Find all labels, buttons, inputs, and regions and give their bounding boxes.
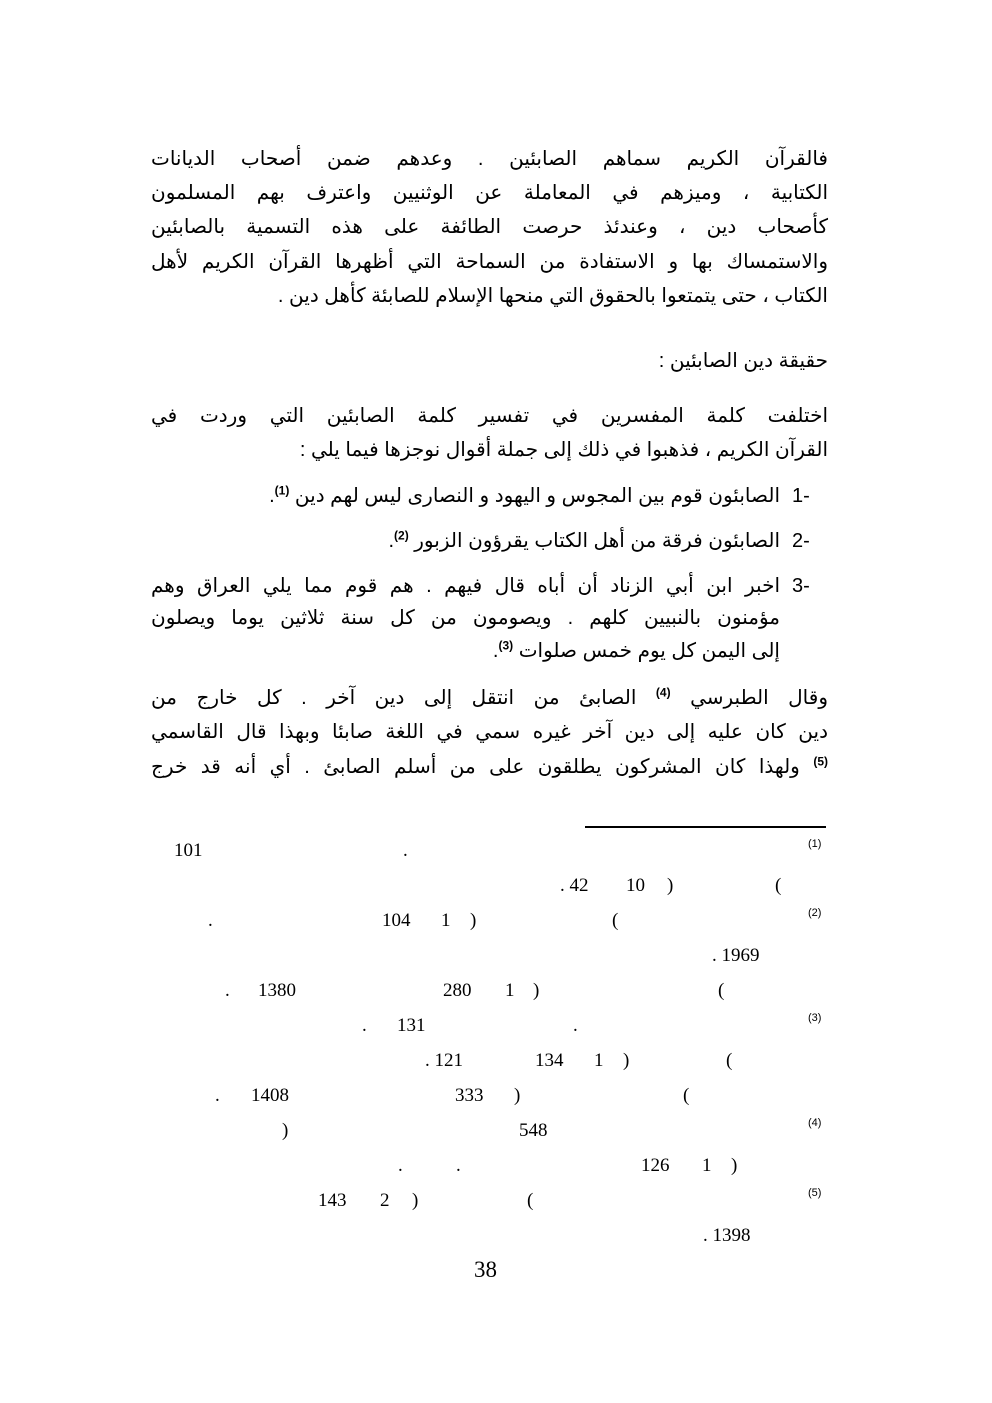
paragraph-line: القرآن الكريم ، فذهبوا في ذلك إلى جملة أقوال نوجزها فيما يلي : xyxy=(299,439,828,461)
footnote-number: 143 xyxy=(318,1190,347,1211)
footnote-bracket: ) xyxy=(282,1120,289,1141)
footnote-number: 1 xyxy=(441,910,451,931)
footnote-number: . xyxy=(362,1015,367,1036)
list-item-end: . xyxy=(492,640,499,662)
list-item-line: مؤمنون بالنبيين كلهم . ويصومون من كل سنة ثلاثين يوما ويصلون xyxy=(151,607,780,629)
footnote-bracket: ( xyxy=(683,1085,690,1106)
paragraph-line: دين كان عليه إلى دين آخر غيره سمي في اللغة صابئا وبهذا قال القاسمي xyxy=(151,721,828,743)
footnote-bracket: ( xyxy=(775,875,782,896)
footnote-bracket: ) xyxy=(623,1050,630,1071)
list-item-end: . xyxy=(269,485,275,507)
paragraph-line: والاستمساك بها و الاستفادة من السماحة التي أظهرها القرآن الكريم لأهل xyxy=(151,251,828,273)
footnote-ref: (2) xyxy=(394,528,409,543)
footnote-bracket: ( xyxy=(726,1050,733,1071)
footnote-number: 1 xyxy=(702,1155,712,1176)
footnote-number: 1408 xyxy=(251,1085,289,1106)
footnote-number: 101 xyxy=(174,840,203,861)
footnote-punct: . xyxy=(456,1155,461,1176)
footnote-number: 280 xyxy=(443,980,472,1001)
list-item-text xyxy=(493,636,780,666)
footnote-punct: . xyxy=(225,980,230,1001)
footnote-number: . 42 xyxy=(560,875,589,896)
footnote-number: 548 xyxy=(519,1120,548,1141)
footnote-marker: (3) xyxy=(808,1012,822,1024)
paragraph-line xyxy=(151,683,828,713)
paragraph-line xyxy=(151,752,828,782)
footnote-bracket: ) xyxy=(514,1085,521,1106)
section-heading: حقيقة دين الصابئين : xyxy=(658,350,828,372)
footnote-number: 2 xyxy=(380,1190,390,1211)
footnote-number: 10 xyxy=(626,875,645,896)
list-item-text xyxy=(269,481,780,511)
footnote-number: 104 xyxy=(382,910,411,931)
footnote-bracket: ( xyxy=(718,980,725,1001)
footnote-marker: (5) xyxy=(808,1187,822,1199)
footnote-number: . 121 xyxy=(425,1050,463,1071)
footnote-bracket: ) xyxy=(412,1190,419,1211)
list-item-text xyxy=(388,526,780,556)
list-item-end: . xyxy=(388,530,395,552)
footnote-number: 1 xyxy=(505,980,515,1001)
list-item-line: الصابئون قوم بين المجوس و اليهود و النصارى ليس لهم دين xyxy=(294,485,780,507)
footnote-marker: (2) xyxy=(808,907,822,919)
footnote-number: 131 xyxy=(397,1015,426,1036)
footnote-punct: . xyxy=(398,1155,403,1176)
footnote-separator xyxy=(585,826,826,828)
list-item-line: الصابئون فرقة من أهل الكتاب يقرؤون الزبور xyxy=(414,530,780,552)
footnote-bracket: ) xyxy=(667,875,674,896)
footnote-marker: (1) xyxy=(808,838,822,850)
footnote-bracket: ( xyxy=(612,910,619,931)
footnote-bracket: ) xyxy=(731,1155,738,1176)
paragraph-line: كأصحاب دين ، وعندئذ حرصت الطائفة على هذه التسمية بالصابئين xyxy=(151,216,828,238)
footnote-punct: . xyxy=(403,840,408,861)
footnote-number: 134 xyxy=(535,1050,564,1071)
paragraph-line: الكتاب ، حتى يتمتعوا بالحقوق التي منحها الإسلام للصابئة كأهل دين . xyxy=(277,285,828,307)
paragraph-text: الصابئ من انتقل إلى دين آخر . كل خارج من xyxy=(151,687,637,709)
footnote-ref: (4) xyxy=(655,685,671,700)
footnote-bracket: ) xyxy=(470,910,477,931)
list-item-line: إلى اليمن كل يوم خمس صلوات xyxy=(518,640,780,662)
footnote-marker: (4) xyxy=(808,1117,822,1129)
list-number: 1- xyxy=(792,485,810,507)
list-number: 2- xyxy=(792,530,810,552)
footnote-number: . 1969 xyxy=(712,945,760,966)
footnote-bracket: ) xyxy=(533,980,540,1001)
footnote-punct: . xyxy=(208,910,213,931)
list-item-line: اخبر ابن أبي الزناد أن أباه قال فيهم . هم قوم مما يلي العراق وهم xyxy=(151,575,781,597)
paragraph-line: اختلفت كلمة المفسرين في تفسير كلمة الصابئين التي وردت في xyxy=(151,405,828,427)
footnote-bracket: ( xyxy=(527,1190,534,1211)
footnote-punct: . xyxy=(215,1085,220,1106)
paragraph-text: ولهذا كان المشركون يطلقون على من أسلم الصابئ . أي أنه قد خرج xyxy=(151,756,800,778)
footnote-ref: (1) xyxy=(274,483,290,498)
footnote-number: 333 xyxy=(455,1085,484,1106)
footnote-punct: . xyxy=(573,1015,578,1036)
footnote-number: 1 xyxy=(594,1050,604,1071)
footnote-ref: (3) xyxy=(498,638,514,653)
paragraph-text: وقال الطبرسي xyxy=(690,687,828,709)
paragraph-line: فالقرآن الكريم سماهم الصابئين . وعدهم ضمن أصحاب الديانات xyxy=(151,148,828,170)
page-number: 38 xyxy=(474,1257,497,1282)
list-number: 3- xyxy=(792,575,810,597)
footnote-number: 126 xyxy=(641,1155,670,1176)
footnote-ref: (5) xyxy=(813,754,828,769)
footnote-number: 1380 xyxy=(258,980,296,1001)
paragraph-line: الكتابية ، وميزهم في المعاملة عن الوثنيين واعترف بهم المسلمون xyxy=(151,182,828,204)
footnote-number: . 1398 xyxy=(703,1225,751,1246)
